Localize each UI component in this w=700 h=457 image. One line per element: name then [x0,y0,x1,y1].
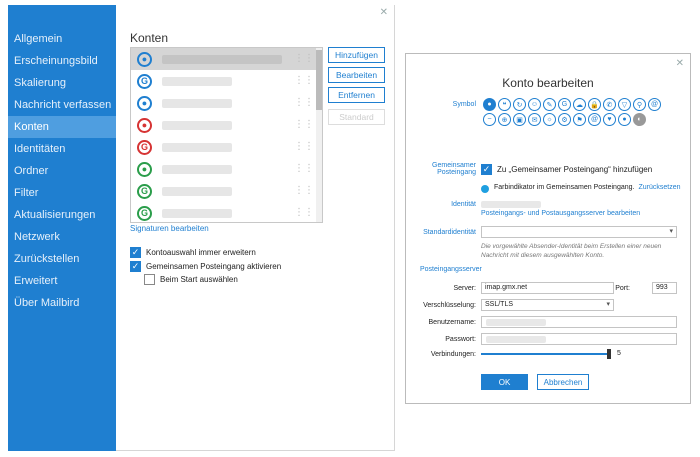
symbol-label: Symbol [452,101,476,108]
remove-account-button[interactable]: Entfernen [328,87,385,103]
default-identity-select[interactable] [481,226,677,238]
account-name-redacted [162,187,232,196]
ok-button[interactable]: OK [481,374,528,390]
google-icon: G [137,74,152,89]
connections-slider[interactable] [481,353,608,355]
mail-icon[interactable]: ✉ [528,113,541,126]
symbol-picker [483,98,673,126]
identity-label: Identität [451,201,476,208]
account-list-scrollbar[interactable] [316,48,322,223]
smiley-icon[interactable]: ☺ [528,98,541,111]
select-on-start-option[interactable] [144,274,238,285]
sidebar-item-1[interactable]: Erscheinungsbild [14,55,98,67]
drag-handle-icon[interactable]: ⋮⋮ [294,185,314,196]
sidebar-item-12[interactable]: Über Mailbird [14,297,80,309]
account-row[interactable] [131,158,322,180]
port-label: Port: [615,285,630,292]
at-sign-icon[interactable]: @ [588,113,601,126]
half-circle-icon[interactable]: ◐ [633,113,646,126]
color-indicator-row [494,184,681,191]
port-input[interactable]: 993 [652,282,677,294]
sidebar-item-5[interactable]: Identitäten [14,143,66,155]
sidebar-item-9[interactable]: Netzwerk [14,231,60,243]
checkbox-unchecked-icon[interactable] [144,274,155,285]
drag-handle-icon[interactable]: ⋮⋮ [294,163,314,174]
account-name-redacted [162,55,282,64]
pin-icon[interactable]: ● [618,113,631,126]
reset-color-link[interactable]: Zurücksetzen [638,184,681,191]
person-icon: ● [137,96,152,111]
sidebar-item-3[interactable]: Nachricht verfassen [14,99,112,111]
cloud-icon[interactable]: ☁ [573,98,586,111]
account-name-redacted [162,143,232,152]
add-to-unified-option[interactable] [481,164,652,175]
expand-accounts-label: Kontoauswahl immer erweitern [146,248,256,257]
sidebar-item-10[interactable]: Zurückstellen [14,253,80,265]
account-row[interactable] [131,92,322,114]
unified-inbox-label: Gemeinsamen Posteingang aktivieren [146,262,282,271]
add-to-unified-label: Zu „Gemeinsamer Posteingang“ hinzufügen [497,165,653,174]
person-icon: ● [137,52,152,67]
lock-icon[interactable]: 🔒 [588,98,601,111]
person-icon[interactable]: ● [483,98,496,111]
edit-account-dialog [405,53,691,404]
sidebar-item-0[interactable]: Allgemein [14,33,63,45]
account-name-redacted [162,165,232,174]
chevron-down-icon: ▾ [669,228,673,235]
account-name-redacted [162,121,232,130]
wave-icon[interactable]: ~ [483,113,496,126]
select-on-start-label: Beim Start auswählen [160,275,238,284]
set-default-button[interactable]: Standard [328,109,385,125]
server-input[interactable]: imap.gmx.net [481,282,614,294]
username-label: Benutzername: [428,319,476,326]
connections-value: 5 [617,350,621,357]
sidebar-item-11[interactable]: Erweitert [14,275,58,287]
password-redacted [486,336,546,343]
account-name-redacted [162,99,232,108]
color-indicator-dot[interactable] [481,185,489,193]
sidebar-item-4[interactable]: Konten [8,116,116,138]
server-label: Server: [453,285,476,292]
drag-handle-icon[interactable]: ⋮⋮ [294,207,314,218]
accounts-panel [116,5,395,451]
sidebar-item-8[interactable]: Aktualisierungen [14,209,96,221]
briefcase-icon[interactable]: ▣ [513,113,526,126]
account-name-redacted [162,209,232,218]
sidebar-item-2[interactable]: Skalierung [14,77,66,89]
google-icon: G [137,184,152,199]
identity-value-redacted [481,201,541,208]
sidebar-item-6[interactable]: Ordner [14,165,49,177]
encryption-label: Verschlüsselung: [423,302,476,309]
default-identity-hint: Die vorgewählte Absender-Identität beim Erstellen einer neuen Nachricht mit diesem ausgewählten Konto. [481,243,662,259]
heart-icon[interactable]: ♥ [603,113,616,126]
connections-label: Verbindungen: [430,351,476,358]
dialog-title: Konto bearbeiten [502,76,594,90]
account-row[interactable] [131,48,322,70]
person-icon: ● [137,162,152,177]
account-list[interactable] [130,47,323,223]
incoming-server-label: Posteingangsserver [420,266,482,273]
username-input[interactable] [481,316,677,328]
drag-handle-icon[interactable]: ⋮⋮ [294,141,314,152]
edit-signatures-link[interactable]: Signaturen bearbeiten [130,224,209,233]
shield-icon[interactable]: ▽ [618,98,631,111]
account-row[interactable] [131,202,322,223]
checkbox-checked-icon[interactable]: ✓ [131,261,140,271]
quote-icon[interactable]: ❝ [498,98,511,111]
account-row[interactable] [131,70,322,92]
flag-icon[interactable]: ⚑ [573,113,586,126]
unified-inbox-option[interactable] [130,261,281,272]
password-input[interactable] [481,333,677,345]
at-icon[interactable]: @ [648,98,661,111]
drag-handle-icon[interactable]: ⋮⋮ [294,75,314,86]
refresh-icon[interactable]: ↻ [513,98,526,111]
drag-handle-icon[interactable]: ⋮⋮ [294,119,314,130]
account-name-redacted [162,77,232,86]
key-icon[interactable]: ⚲ [633,98,646,111]
password-label: Passwort: [445,336,476,343]
chevron-down-icon: ▾ [606,301,610,308]
sidebar-item-7[interactable]: Filter [14,187,39,199]
page-title: Konten [130,31,169,45]
globe-icon[interactable]: ⊕ [498,113,511,126]
encryption-value: SSL/TLS [485,301,514,308]
person-icon: ● [137,118,152,133]
dialog-close-icon[interactable]: ✕ [675,58,684,69]
settings-sidebar [8,5,116,451]
sidebar-list [8,5,116,314]
google-icon[interactable]: G [558,98,571,111]
drag-handle-icon[interactable]: ⋮⋮ [294,53,314,64]
connections-slider-thumb[interactable] [607,349,611,359]
add-account-button[interactable]: Hinzufügen [328,47,385,63]
drag-handle-icon[interactable]: ⋮⋮ [294,97,314,108]
close-icon[interactable]: ✕ [379,7,388,18]
gear-icon[interactable]: ⚙ [558,113,571,126]
pen-icon[interactable]: ✎ [543,98,556,111]
expand-accounts-option[interactable] [130,247,256,258]
encryption-select[interactable] [481,299,614,311]
sun-icon[interactable]: ☼ [543,113,556,126]
account-row[interactable] [131,180,322,202]
checkbox-checked-icon[interactable]: ✓ [131,247,140,257]
google-icon: G [137,140,152,155]
edit-account-button[interactable]: Bearbeiten [328,67,385,83]
checkbox-checked-icon[interactable]: ✓ [482,164,491,174]
default-identity-label: Standardidentität [423,229,476,236]
cancel-button[interactable]: Abbrechen [537,374,589,390]
username-redacted [486,319,546,326]
edit-servers-link[interactable]: Posteingangs- und Postausgangsserver bearbeiten [481,210,641,217]
unified-label: Gemeinsamer Posteingang [432,162,476,176]
account-row[interactable] [131,114,322,136]
account-row[interactable] [131,136,322,158]
color-indicator-label: Farbindikator im Gemeinsamen Posteingang. [494,184,635,191]
phone-icon[interactable]: ✆ [603,98,616,111]
google-icon: G [137,206,152,221]
